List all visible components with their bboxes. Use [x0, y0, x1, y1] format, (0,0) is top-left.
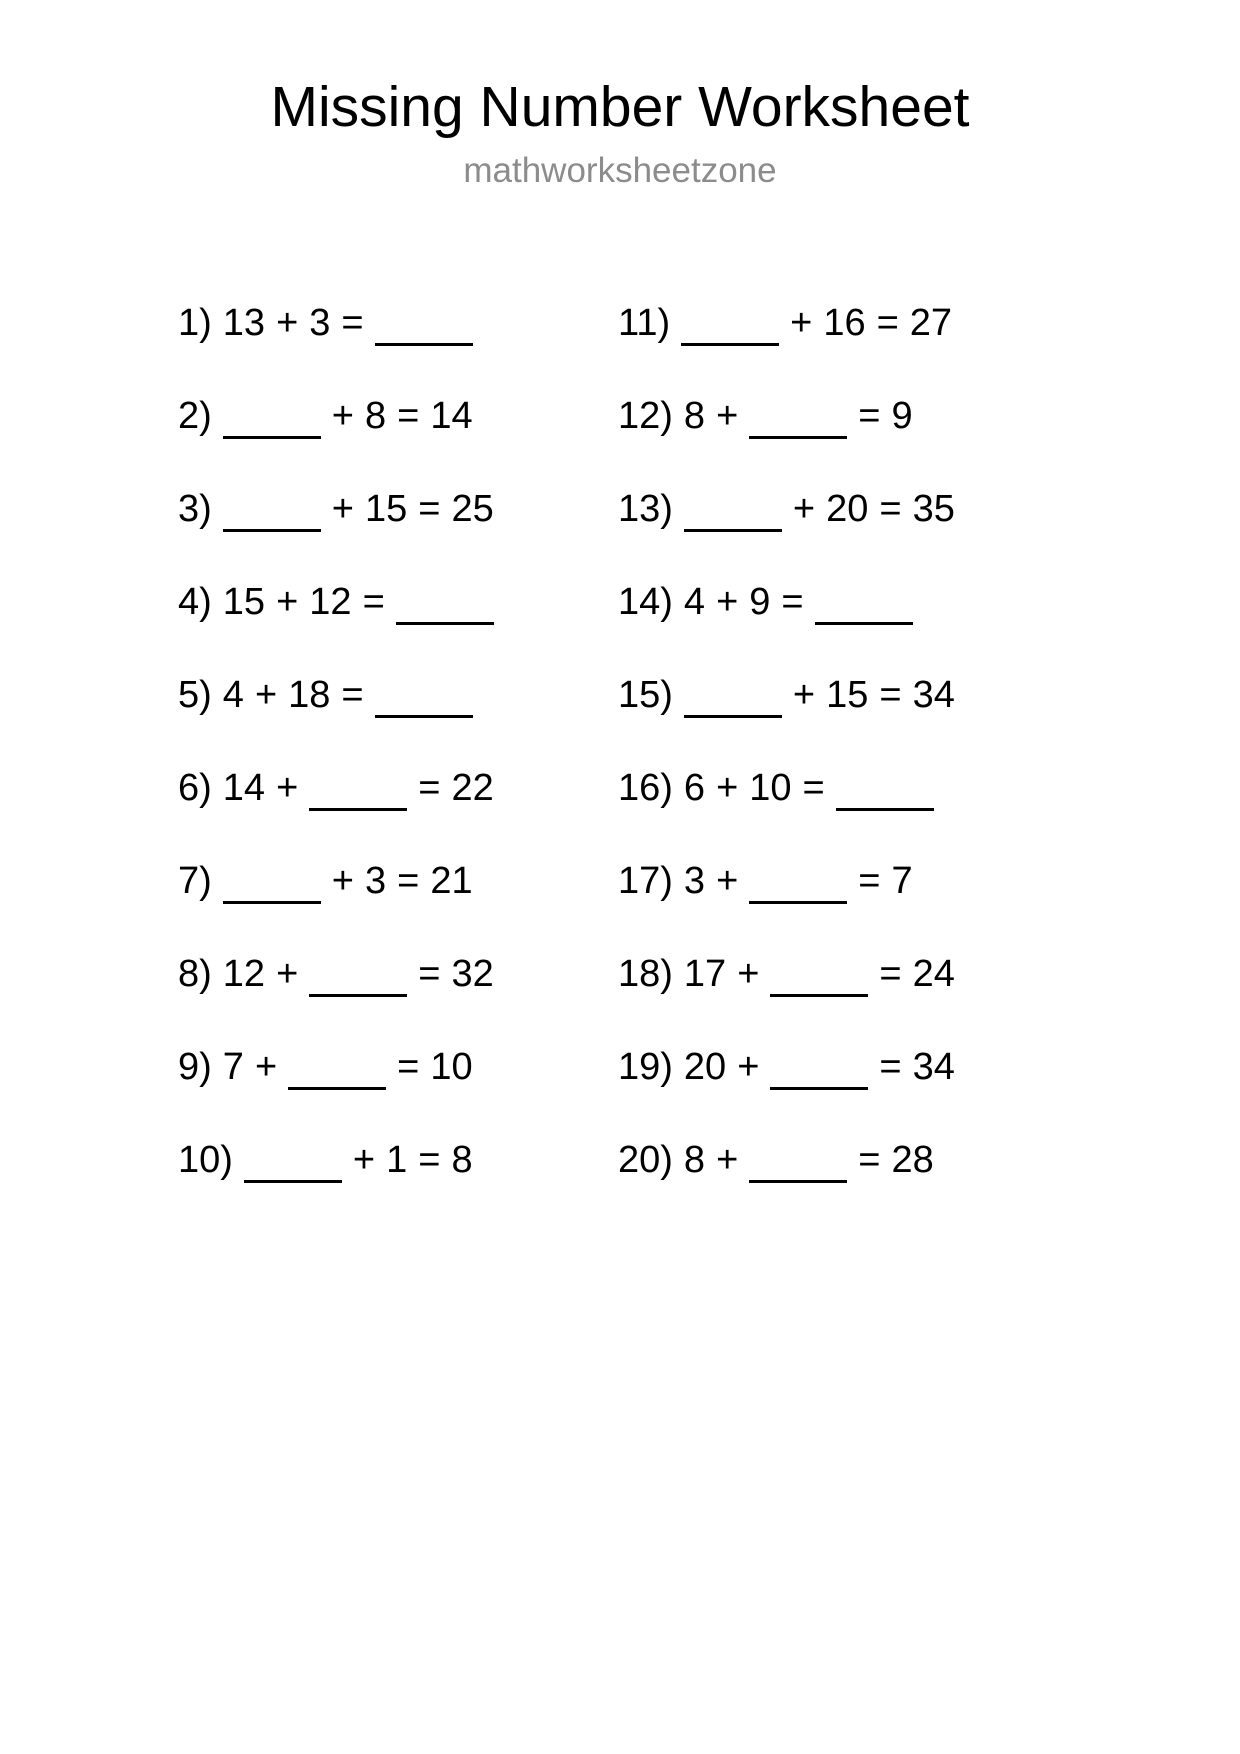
problem-number-label: 1) — [178, 301, 212, 344]
answer-blank[interactable] — [684, 685, 782, 718]
answer-blank[interactable] — [223, 499, 321, 532]
problem-number-label: 17) — [618, 859, 673, 902]
answer-blank[interactable] — [309, 964, 407, 997]
problem-column-right — [618, 276, 1048, 1206]
operand-first: 8 — [683, 1138, 706, 1181]
operand-first: 8 — [683, 394, 706, 437]
problem-number-label: 3) — [178, 487, 212, 530]
equals-operator: = — [879, 1045, 902, 1088]
operand-second: 16 — [823, 301, 866, 344]
operand-second: 9 — [749, 580, 771, 623]
equals-operator: = — [781, 580, 804, 623]
problem-row — [618, 462, 1048, 555]
operand-first: 14 — [222, 766, 266, 809]
operand-result: 14 — [430, 394, 473, 437]
plus-operator: + — [737, 1045, 760, 1088]
problem-row — [178, 648, 618, 741]
equals-operator: = — [418, 766, 441, 809]
problem-row — [178, 834, 618, 927]
answer-blank[interactable] — [309, 778, 407, 811]
operand-first: 17 — [683, 952, 727, 995]
operand-first: 3 — [683, 859, 706, 902]
problem-number-label: 13) — [618, 487, 673, 530]
problem-number-label: 14) — [618, 580, 673, 623]
answer-blank[interactable] — [749, 406, 847, 439]
plus-operator: + — [716, 1138, 739, 1181]
answer-blank[interactable] — [770, 1057, 868, 1090]
answer-blank[interactable] — [749, 1150, 847, 1183]
problem-row — [178, 1113, 618, 1206]
plus-operator: + — [792, 673, 816, 716]
operand-first: 7 — [222, 1045, 244, 1088]
operand-second: 3 — [365, 859, 387, 902]
answer-blank[interactable] — [375, 313, 473, 346]
operand-result: 34 — [912, 1045, 955, 1088]
equals-operator: = — [418, 1138, 441, 1181]
page-title: Missing Number Worksheet — [270, 75, 970, 139]
problem-row — [618, 1113, 1048, 1206]
problem-number-label: 2) — [178, 394, 212, 437]
plus-operator: + — [716, 580, 739, 623]
problem-row — [618, 648, 1048, 741]
problem-number-label: 5) — [178, 673, 212, 716]
operand-second: 20 — [826, 487, 869, 530]
answer-blank[interactable] — [770, 964, 868, 997]
operand-first: 6 — [683, 766, 706, 809]
operand-second: 1 — [386, 1138, 408, 1181]
answer-blank[interactable] — [223, 871, 321, 904]
plus-operator: + — [716, 394, 739, 437]
problem-column-left — [178, 276, 618, 1206]
equals-operator: = — [858, 859, 881, 902]
operand-result: 7 — [891, 859, 913, 902]
operand-second: 15 — [365, 487, 408, 530]
problem-row — [178, 1020, 618, 1113]
problem-row — [178, 462, 618, 555]
operand-result: 32 — [451, 952, 494, 995]
plus-operator: + — [254, 673, 278, 716]
operand-first: 15 — [222, 580, 266, 623]
problem-number-label: 6) — [178, 766, 212, 809]
worksheet-header — [0, 0, 1240, 190]
problem-row — [178, 927, 618, 1020]
problem-number-label: 7) — [178, 859, 212, 902]
problem-row — [178, 741, 618, 834]
plus-operator: + — [331, 487, 354, 530]
plus-operator: + — [792, 487, 816, 530]
problem-row — [618, 834, 1048, 927]
operand-result: 21 — [430, 859, 473, 902]
operand-first: 4 — [683, 580, 706, 623]
operand-result: 24 — [912, 952, 955, 995]
answer-blank[interactable] — [681, 313, 779, 346]
equals-operator: = — [858, 1138, 881, 1181]
equals-operator: = — [341, 301, 364, 344]
equals-operator: = — [876, 301, 899, 344]
equals-operator: = — [802, 766, 825, 809]
plus-operator: + — [716, 766, 739, 809]
plus-operator: + — [737, 952, 760, 995]
operand-second: 3 — [309, 301, 331, 344]
problem-row — [178, 369, 618, 462]
operand-second: 10 — [749, 766, 792, 809]
equals-operator: = — [341, 673, 364, 716]
problem-number-label: 20) — [618, 1138, 673, 1181]
plus-operator: + — [716, 859, 739, 902]
operand-result: 10 — [430, 1045, 473, 1088]
operand-result: 22 — [451, 766, 494, 809]
answer-blank[interactable] — [684, 499, 782, 532]
answer-blank[interactable] — [223, 406, 321, 439]
operand-first: 20 — [683, 1045, 727, 1088]
plus-operator: + — [254, 1045, 278, 1088]
problem-number-label: 9) — [178, 1045, 212, 1088]
problem-number-label: 11) — [618, 301, 671, 344]
equals-operator: = — [418, 487, 441, 530]
operand-result: 9 — [891, 394, 913, 437]
problem-row — [618, 927, 1048, 1020]
problem-number-label: 10) — [178, 1138, 233, 1181]
operand-result: 35 — [912, 487, 955, 530]
plus-operator: + — [276, 766, 299, 809]
operand-second: 15 — [826, 673, 869, 716]
problem-list — [0, 276, 1240, 1206]
operand-second: 12 — [309, 580, 352, 623]
answer-blank[interactable] — [749, 871, 847, 904]
answer-blank[interactable] — [288, 1057, 386, 1090]
problem-row — [618, 741, 1048, 834]
problem-number-label: 4) — [178, 580, 212, 623]
problem-row — [178, 276, 618, 369]
operand-second: 8 — [365, 394, 387, 437]
problem-row — [618, 276, 1048, 369]
answer-blank[interactable] — [396, 592, 494, 625]
operand-first: 13 — [222, 301, 266, 344]
problem-number-label: 18) — [618, 952, 673, 995]
operand-result: 27 — [909, 301, 953, 344]
answer-blank[interactable] — [244, 1150, 342, 1183]
operand-result: 25 — [451, 487, 494, 530]
operand-result: 28 — [891, 1138, 934, 1181]
worksheet-subtitle: mathworksheetzone — [463, 150, 777, 190]
equals-operator: = — [397, 859, 420, 902]
problem-row — [618, 1020, 1048, 1113]
plus-operator: + — [276, 952, 299, 995]
operand-second: 18 — [288, 673, 331, 716]
equals-operator: = — [879, 487, 902, 530]
problem-row — [618, 369, 1048, 462]
answer-blank[interactable] — [375, 685, 473, 718]
problem-number-label: 15) — [618, 673, 673, 716]
equals-operator: = — [397, 1045, 420, 1088]
problem-number-label: 8) — [178, 952, 212, 995]
equals-operator: = — [362, 580, 385, 623]
problem-number-label: 12) — [618, 394, 673, 437]
operand-result: 34 — [912, 673, 955, 716]
plus-operator: + — [276, 301, 299, 344]
plus-operator: + — [331, 394, 354, 437]
plus-operator: + — [276, 580, 299, 623]
answer-blank[interactable] — [836, 778, 934, 811]
equals-operator: = — [879, 673, 902, 716]
equals-operator: = — [879, 952, 902, 995]
problem-row — [178, 555, 618, 648]
operand-first: 12 — [222, 952, 266, 995]
operand-first: 4 — [222, 673, 244, 716]
plus-operator: + — [352, 1138, 376, 1181]
answer-blank[interactable] — [815, 592, 913, 625]
problem-number-label: 16) — [618, 766, 673, 809]
equals-operator: = — [418, 952, 441, 995]
plus-operator: + — [790, 301, 813, 344]
plus-operator: + — [331, 859, 354, 902]
operand-result: 8 — [451, 1138, 473, 1181]
equals-operator: = — [858, 394, 881, 437]
equals-operator: = — [397, 394, 420, 437]
problem-number-label: 19) — [618, 1045, 673, 1088]
problem-row — [618, 555, 1048, 648]
